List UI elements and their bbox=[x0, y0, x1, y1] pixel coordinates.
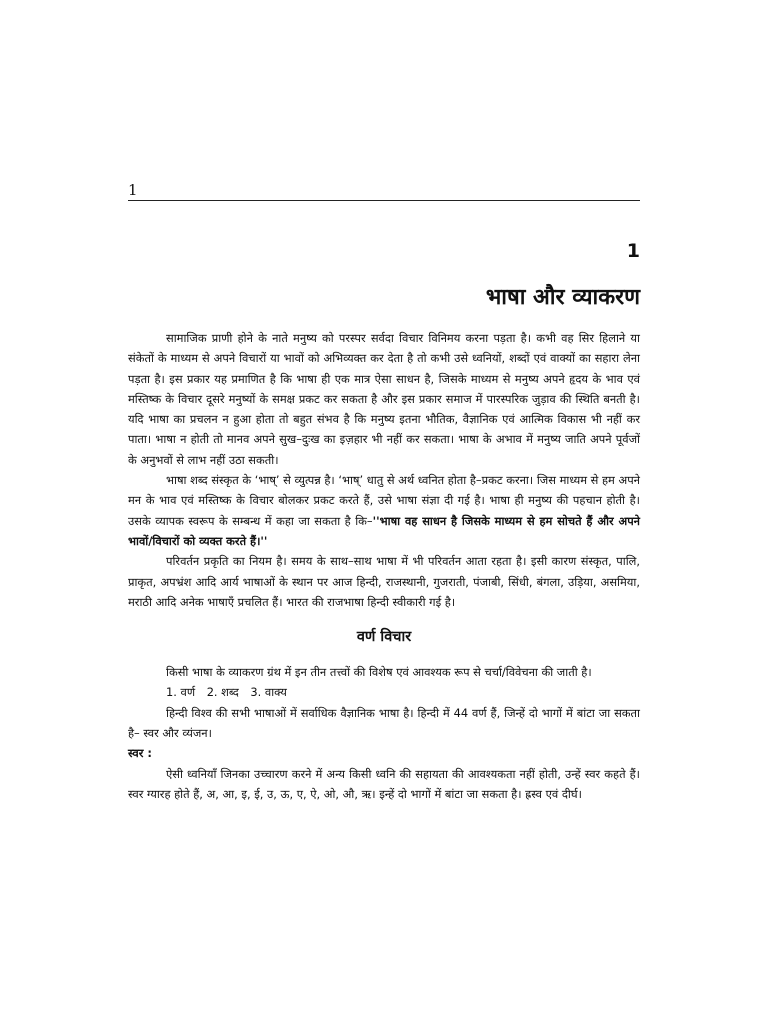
chapter-number: 1 bbox=[626, 240, 640, 262]
paragraph-grammar-elements: किसी भाषा के व्याकरण ग्रंथ में इन तीन तत्त्वों की विशेष एवं आवश्यक रूप से चर्चा/विवेचना की जाती है। bbox=[166, 665, 592, 680]
chapter-title: भाषा और व्याकरण bbox=[485, 285, 640, 310]
paragraph-etymology bbox=[128, 470, 640, 551]
language-definition-quote: ''भाषा वह साधन है जिसके माध्यम से हम सोचते हैं और अपने भावों/विचारों को व्यक्त करते हैं।'' bbox=[128, 513, 640, 548]
paragraph-hindi-letters: हिन्दी विश्व की सभी भाषाओं में सर्वाधिक वैज्ञानिक भाषा है। हिन्दी में 44 वर्ण हैं, जिन्हें दो भागों में बांटा जा सकता है– स्वर और व्यंजन। bbox=[128, 705, 640, 741]
paragraph-etymology-text: भाषा शब्द संस्कृत के ‘भाष्’ से व्युत्पन्न है। ‘भाष्’ धातु से अर्थ ध्वनित होता है–प्रकट करना। जिस माध्यम से हम अपने मन के भाव एवं मस्तिष्क के विचार बोलकर प्रकट करते हैं, उसे भाषा संज्ञा दी गई है। भाषा ही मनुष्य की पहचान होती है। उसके व्यापक स्वरूप के सम्बन्ध में कहा जा सकता है कि– bbox=[128, 473, 640, 528]
chapter-body bbox=[128, 328, 640, 804]
header-rule bbox=[128, 200, 640, 201]
paragraph-intro: सामाजिक प्राणी होने के नाते मनुष्य को परस्पर सर्वदा विचार विनिमय करना पड़ता है। कभी वह सिर हिलाने या संकेतों के माध्यम से अपने विचारों या भावों को अभिव्यक्त कर देता है तो कभी उसे ध्वनियों, शब्दों एवं वाक्यों का सहारा लेना पड़ता है। इस प्रकार यह प्रमाणित है कि भाषा ही एक मात्र ऐसा साधन है, जिसके माध्यम से मनुष्य अपने हृदय के भाव एवं मस्तिष्क के विचार दूसरे मनुष्यों के समक्ष प्रकट कर सकता है और इस प्रकार समाज में पारस्परिक जुड़ाव की स्थिति बनती है। यदि भाषा का प्रचलन न हुआ होता तो बहुत संभव है कि मनुष्य इतना भौतिक, वैज्ञानिक एवं आत्मिक विकास भी नहीं कर पाता। भाषा न होती तो मानव अपने सुख–दुःख का इज़हार भी नहीं कर सकता। भाषा के अभाव में मनुष्य जाति अपने पूर्वजों के अनुभवों से लाभ नहीं उठा सकती। bbox=[128, 331, 640, 467]
section-title-varna-vichar: वर्ण विचार bbox=[356, 629, 412, 646]
list-item: 3. वाक्य bbox=[250, 685, 287, 700]
paragraph-change: परिवर्तन प्रकृति का नियम है। समय के साथ–साथ भाषा में भी परिवर्तन आता रहता है। इसी कारण संस्कृत, पालि, प्राकृत, अपभ्रंश आदि आर्य भाषाओं के स्थान पर आज हिन्दी, राजस्थानी, गुजराती, पंजाबी, सिंधी, बंगला, उड़िया, असमिया, मराठी आदि अनेक भाषाएँ प्रचलित हैं। भारत की राजभाषा हिन्दी स्वीकारी गई है। bbox=[128, 554, 640, 609]
paragraph-swar-definition: ऐसी ध्वनियाँ जिनका उच्चारण करने में अन्य किसी ध्वनि की सहायता की आवश्यकता नहीं होती, उन्हें स्वर कहते हैं। स्वर ग्यारह होते हैं, अ, आ, इ, ई, उ, ऊ, ए, ऐ, ओ, औ, ऋ। इन्हें दो भागों में बांटा जा सकता है। ह्रस्व एवं दीर्घ। bbox=[128, 766, 640, 801]
term-swar: स्वर : bbox=[128, 746, 152, 761]
list-item: 2. शब्द bbox=[206, 685, 239, 700]
running-page-number: 1 bbox=[128, 181, 138, 199]
list-item: 1. वर्ण bbox=[166, 685, 196, 700]
grammar-elements-list bbox=[128, 682, 640, 702]
